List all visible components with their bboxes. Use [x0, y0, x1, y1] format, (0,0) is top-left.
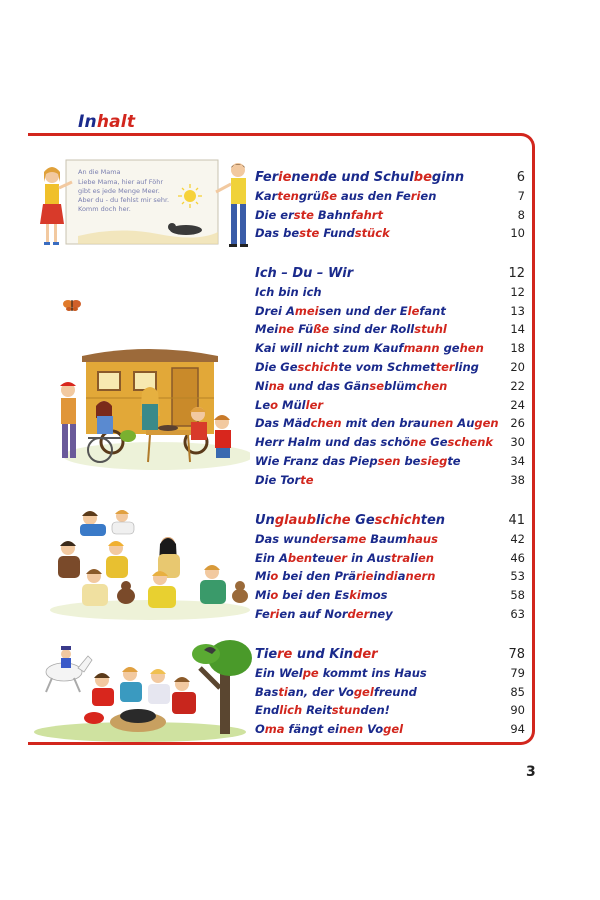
title-syllable: und das Gän: [284, 378, 370, 393]
title-syllable: und Kin: [292, 647, 354, 662]
toc-entry-title: [255, 266, 353, 281]
title-syllable: o: [270, 588, 279, 603]
title-syllable: Kai will nicht zum Kauf: [255, 341, 404, 356]
toc-entry-title: [255, 607, 393, 621]
toc-entry[interactable]: [255, 607, 525, 625]
title-syllable: Das wun: [255, 531, 311, 546]
toc-chapter-heading[interactable]: [255, 513, 525, 531]
title-syllable: Ge: [350, 513, 375, 528]
title-syllable: teu: [312, 550, 334, 565]
title-syllable: er: [333, 550, 348, 565]
toc-chapter-heading[interactable]: [255, 647, 525, 665]
title-syllable: Ich – Du – Wir: [255, 266, 354, 281]
title-syllable: te: [447, 454, 461, 468]
title-syllable: ginn: [431, 170, 465, 185]
toc-entry-title: [255, 208, 383, 222]
title-syllable: Un: [255, 513, 275, 528]
title-syllable: chen: [310, 416, 342, 431]
toc-page-number: 30: [510, 435, 525, 450]
title-syllable: End: [255, 703, 280, 718]
toc-entry-title: [255, 322, 447, 336]
title-syllable: ben: [287, 550, 313, 565]
title-syllable: o: [270, 569, 279, 584]
title-syllable: a: [397, 569, 406, 584]
toc-page-number: 42: [510, 531, 525, 546]
title-syllable: nen: [429, 416, 454, 431]
title-syllable: sa: [331, 531, 347, 546]
title-syllable: Bas: [255, 684, 279, 699]
toc-entry[interactable]: [255, 722, 525, 740]
toc-entry[interactable]: [255, 398, 525, 416]
toc-page-number: 41: [508, 513, 525, 528]
toc-entry[interactable]: [255, 435, 525, 453]
title-syllable: ma: [264, 722, 285, 737]
title-syllable: ler: [305, 397, 324, 412]
toc-entry[interactable]: [255, 588, 525, 606]
title-syllable: stun: [331, 703, 361, 718]
toc-entry[interactable]: [255, 208, 525, 226]
title-syllable: li: [410, 550, 418, 565]
title-syllable: freund: [373, 684, 417, 699]
toc-page-number: 94: [510, 722, 525, 737]
toc-entry-title: [255, 473, 314, 487]
title-syllable: der: [347, 607, 370, 621]
toc-page-number: 78: [508, 647, 525, 662]
toc-page-number: 20: [510, 360, 525, 374]
title-syllable: n: [309, 170, 319, 185]
title-syllable: na: [268, 378, 285, 393]
title-syllable: Bahn: [313, 207, 351, 222]
title-syllable: kommt ins Haus: [318, 665, 427, 680]
toc-entry-title: [255, 435, 493, 449]
title-syllable: ße: [313, 322, 330, 337]
title-syllable: en: [417, 550, 434, 565]
title-part: In: [78, 112, 97, 132]
title-syllable: mei: [294, 303, 319, 318]
title-syllable: Mi: [255, 569, 271, 584]
toc-page-number: 34: [510, 454, 525, 468]
butterfly-icon: [62, 298, 82, 312]
title-syllable: Fü: [294, 322, 314, 337]
toc-entry-title: [255, 416, 499, 430]
illustration-postcard: [38, 158, 260, 254]
toc-page-number: 18: [510, 341, 525, 356]
title-syllable: ri: [269, 607, 280, 621]
title-syllable: me: [346, 531, 367, 546]
title-syllable: be: [400, 454, 421, 468]
title-syllable: ne: [278, 322, 295, 337]
title-syllable: o: [270, 397, 279, 412]
toc-entry-title: [255, 685, 417, 699]
title-syllable: ße: [320, 188, 337, 203]
title-syllable: an, der Vo: [287, 684, 354, 699]
title-syllable: te: [300, 472, 314, 487]
title-syllable: schich: [374, 513, 421, 528]
toc-chapter-heading[interactable]: [255, 266, 525, 284]
title-syllable: stück: [354, 226, 390, 241]
toc-entry-title: [255, 285, 322, 299]
title-syllable: mann: [403, 341, 440, 356]
title-syllable: mit den brau: [341, 416, 430, 431]
toc-page-number: 63: [510, 607, 525, 621]
title-syllable: ste: [299, 226, 320, 241]
toc-page-number: 8: [517, 207, 525, 222]
toc-entry[interactable]: [255, 532, 525, 550]
title-syllable: hen: [459, 341, 484, 356]
title-syllable: nern: [405, 569, 436, 584]
toc-page-number: 58: [510, 588, 525, 603]
title-syllable: mos: [360, 588, 388, 603]
title-syllable: Fund: [319, 226, 355, 241]
postcard-line-1: Liebe Mama, hier auf Föhr: [78, 178, 164, 186]
toc-entry-title: [255, 532, 438, 546]
title-syllable: ling: [454, 360, 479, 374]
title-syllable: Das be: [255, 226, 300, 241]
title-syllable: ki: [349, 588, 361, 603]
title-syllable: di: [385, 569, 398, 584]
title-syllable: Fe: [255, 607, 270, 621]
title-syllable: Das Mäd: [255, 416, 311, 431]
title-syllable: in Aus: [347, 550, 392, 565]
title-syllable: tra: [391, 550, 411, 565]
toc-page-number: 24: [510, 397, 525, 412]
title-syllable: Kar: [255, 188, 278, 203]
toc-entry[interactable]: [255, 341, 525, 359]
title-syllable: le: [407, 303, 420, 318]
title-syllable: fängt ei: [284, 722, 339, 737]
title-syllable: de und Schul: [318, 170, 414, 185]
toc-entry-title: [255, 513, 445, 528]
title-syllable: ri: [410, 188, 421, 203]
toc-page-number: 6: [516, 170, 525, 185]
toc-page-number: 38: [510, 472, 525, 487]
toc-page-number: 14: [510, 322, 525, 337]
toc-entry[interactable]: [255, 703, 525, 721]
toc-entry[interactable]: [255, 189, 525, 207]
title-syllable: O: [255, 722, 265, 737]
title-syllable: re: [277, 647, 293, 662]
title-syllable: den!: [360, 703, 390, 718]
toc-entry-title: [255, 454, 461, 468]
title-syllable: ie: [278, 170, 292, 185]
toc-entry-title: [255, 304, 446, 318]
title-syllable: gel: [383, 722, 404, 737]
title-syllable: ti: [278, 684, 288, 699]
toc-entry[interactable]: [255, 685, 525, 703]
title-syllable: Vo: [363, 722, 384, 737]
toc-entry-title: [255, 398, 323, 412]
toc-page-number: 22: [510, 378, 525, 393]
title-syllable: schenk: [447, 435, 494, 450]
title-syllable: te vom Schmet: [338, 360, 436, 374]
toc-page-number: 79: [510, 665, 525, 680]
toc-entry-title: [255, 647, 378, 662]
toc-entry-title: [255, 703, 390, 717]
title-syllable: gen: [474, 416, 499, 431]
title-syllable: in: [373, 569, 386, 584]
title-syllable: stuhl: [414, 322, 447, 337]
title-syllable: Ni: [255, 378, 269, 393]
postcard-line-4: Komm doch her.: [78, 205, 131, 213]
toc-entry[interactable]: [255, 551, 525, 569]
title-syllable: lich: [279, 703, 303, 718]
toc-entry-title: [255, 666, 427, 680]
toc-page-number: 26: [510, 416, 525, 431]
postcard-line-2: gibt es jede Menge Meer.: [78, 187, 160, 195]
title-syllable: nen: [338, 722, 364, 737]
title-syllable: sen und der E: [318, 303, 408, 318]
title-syllable: Au: [453, 416, 475, 431]
toc-entry[interactable]: [255, 569, 525, 587]
title-syllable: blüm: [384, 378, 417, 393]
title-syllable: li: [315, 513, 325, 528]
toc-entry[interactable]: [255, 666, 525, 684]
title-syllable: glaub: [274, 513, 316, 528]
toc-page-number: 12: [508, 266, 525, 281]
toc-page-number: 46: [510, 550, 525, 565]
title-syllable: Mül: [278, 397, 306, 412]
title-syllable: grü: [298, 188, 321, 203]
title-syllable: ney: [369, 607, 393, 621]
title-syllable: ge: [439, 341, 460, 356]
title-syllable: Fer: [255, 170, 279, 185]
title-syllable: sieg: [420, 454, 448, 468]
toc-page-number: 10: [510, 226, 525, 241]
title-syllable: Die Ge: [255, 360, 298, 374]
title-syllable: schich: [297, 360, 339, 374]
title-syllable: Ein A: [255, 550, 288, 565]
title-syllable: der: [353, 647, 378, 662]
title-syllable: chen: [416, 378, 448, 393]
title-syllable: rie: [356, 569, 374, 584]
toc-entry-title: [255, 569, 435, 583]
toc-entry[interactable]: [255, 285, 525, 303]
toc-entry[interactable]: [255, 454, 525, 472]
title-syllable: Ich bin ich: [255, 284, 322, 299]
title-syllable: Die Tor: [255, 472, 301, 487]
title-syllable: fant: [419, 303, 446, 318]
toc-page-number: 90: [510, 703, 525, 718]
toc-entry[interactable]: [255, 304, 525, 322]
toc-entry-title: [255, 226, 390, 240]
illustration-animals: [30, 638, 252, 742]
title-syllable: ten: [277, 188, 299, 203]
title-syllable: che: [324, 513, 351, 528]
toc-entry-title: [255, 341, 484, 355]
title-syllable: ne: [410, 435, 427, 450]
title-syllable: fahrt: [350, 207, 383, 222]
title-syllable: Drei A: [255, 303, 295, 318]
title-syllable: Le: [255, 397, 271, 412]
illustration-caravan: [38, 338, 250, 474]
title-syllable: Mi: [255, 588, 271, 603]
title-syllable: sen: [377, 454, 401, 468]
title-syllable: Wie Franz das Piep: [255, 454, 378, 468]
title-syllable: se: [369, 378, 385, 393]
title-syllable: Reit: [302, 703, 332, 718]
title-syllable: aus den Fe: [337, 188, 411, 203]
postcard-line-3: Aber du - du fehlst mir sehr.: [78, 196, 170, 204]
title-syllable: Ge: [426, 435, 448, 450]
title-syllable: Tie: [255, 647, 278, 662]
title-syllable: gel: [353, 684, 374, 699]
toc-entry[interactable]: [255, 416, 525, 434]
toc-entry[interactable]: [255, 226, 525, 244]
toc-entry-title: [255, 170, 464, 185]
toc-chapter-heading[interactable]: [255, 170, 525, 188]
toc-entry-title: [255, 360, 479, 374]
toc-page-number: 53: [510, 569, 525, 584]
toc-entry-title: [255, 588, 388, 602]
postcard-line-0: An die Mama: [78, 168, 121, 176]
title-syllable: Die er: [255, 207, 294, 222]
title-syllable: Baum: [366, 531, 407, 546]
illustration-children-group: [40, 500, 252, 622]
toc-entry[interactable]: [255, 322, 525, 340]
toc-page-number: 85: [510, 684, 525, 699]
title-syllable: ste: [293, 207, 314, 222]
toc-page-number: 7: [517, 188, 525, 203]
title-part: halt: [96, 112, 136, 132]
toc-page-number: 12: [510, 284, 525, 299]
toc-page-number: 13: [510, 303, 525, 318]
toc-entry[interactable]: [255, 360, 525, 378]
toc-entry-title: [255, 189, 436, 203]
toc-entry[interactable]: [255, 379, 525, 397]
title-syllable: ter: [435, 360, 455, 374]
title-syllable: sind der Roll: [329, 322, 415, 337]
toc-entry-title: [255, 551, 434, 565]
title-syllable: Mei: [255, 322, 279, 337]
toc-entry-title: [255, 722, 403, 736]
page-number: 3: [526, 764, 536, 780]
title-syllable: en: [420, 188, 437, 203]
title-syllable: haus: [406, 531, 438, 546]
title-syllable: ne: [291, 170, 310, 185]
title-syllable: be: [413, 170, 432, 185]
title-syllable: pe: [302, 665, 319, 680]
title-syllable: ten: [420, 513, 446, 528]
page-title: [78, 112, 135, 132]
toc-entry-title: [255, 379, 447, 393]
title-syllable: Ein Wel: [255, 665, 303, 680]
title-syllable: en auf Nor: [279, 607, 348, 621]
title-syllable: bei den Prä: [278, 569, 357, 584]
title-syllable: der: [310, 531, 332, 546]
title-syllable: bei den Es: [278, 588, 350, 603]
toc-entry[interactable]: [255, 473, 525, 491]
title-syllable: Herr Halm und das schö: [255, 435, 411, 450]
